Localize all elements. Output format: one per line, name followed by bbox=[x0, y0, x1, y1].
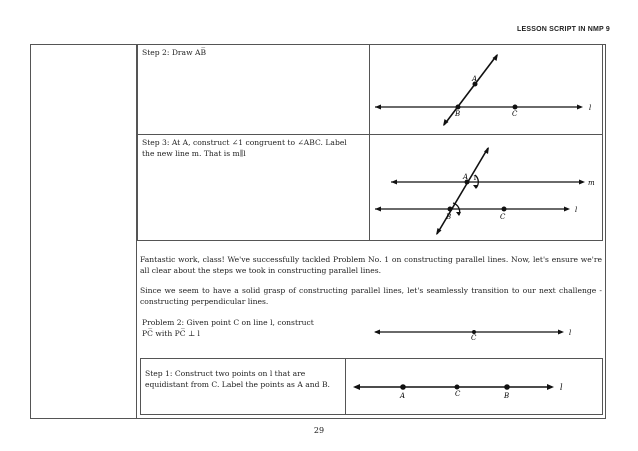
point-b bbox=[448, 207, 453, 212]
label-c: C bbox=[471, 334, 477, 342]
arrowhead-m-left bbox=[391, 180, 397, 185]
line-ab bbox=[444, 55, 497, 125]
step1-text-line2: equidistant from C. Label the points as A and B. bbox=[145, 379, 330, 389]
step3-figure bbox=[369, 134, 603, 241]
arc-arrow-b bbox=[456, 212, 461, 216]
label-l: l bbox=[569, 329, 572, 337]
label-c: C bbox=[455, 390, 461, 398]
transversal bbox=[437, 148, 488, 234]
point-b bbox=[504, 384, 510, 390]
label-a: A bbox=[400, 392, 406, 400]
arrowhead-l-left bbox=[353, 384, 360, 390]
label-l: l bbox=[589, 104, 592, 112]
arrowhead-l-right bbox=[547, 384, 554, 390]
label-m: m bbox=[588, 179, 595, 187]
arrowhead-l-right bbox=[564, 207, 570, 212]
point-c bbox=[455, 385, 460, 390]
arrowhead-right bbox=[577, 105, 583, 110]
label-l: l bbox=[575, 206, 578, 214]
paragraph-2: Since we seem to have a solid grasp of constructing parallel lines, let's seamlessly transition to our next challenge - constructing perpendicular lines. bbox=[140, 286, 602, 306]
problem2-line1: Problem 2: Given point C on line l, construct bbox=[142, 318, 314, 327]
label-c: C bbox=[512, 110, 518, 118]
arrowhead-m-right bbox=[579, 180, 585, 185]
step3-text-line1: Step 3: At A, construct ∠1 congruent to ∠ABC. Label bbox=[142, 138, 347, 147]
paragraph-1: Fantastic work, class! We've successfully tackled Problem No. 1 on constructing parallel lines. Now, let's ensure we're all clear about the steps we took in constructing parallel lines. bbox=[140, 255, 602, 275]
label-b: B bbox=[455, 110, 461, 118]
step1-text-line1: Step 1: Construct two points on l that are bbox=[145, 369, 306, 378]
label-b: B bbox=[446, 213, 452, 221]
page-number: 29 bbox=[313, 426, 325, 435]
label-a: A bbox=[463, 173, 469, 181]
label-c: C bbox=[500, 213, 506, 221]
arrowhead-l-right bbox=[558, 330, 564, 335]
point-c bbox=[502, 207, 507, 212]
point-a bbox=[400, 384, 406, 390]
arrowhead-l-left bbox=[375, 207, 381, 212]
label-b: B bbox=[504, 392, 510, 400]
arrowhead-left bbox=[375, 105, 381, 110]
arrowhead-l-left bbox=[374, 330, 380, 335]
label-a: A bbox=[472, 75, 478, 83]
label-1: 1 bbox=[473, 175, 477, 182]
step2-text: Step 2: Draw AB̅ bbox=[142, 48, 207, 57]
point-b bbox=[456, 105, 461, 110]
step1-figure bbox=[345, 358, 603, 415]
step2-figure bbox=[369, 44, 603, 135]
problem2-line2: PC̅ with PC̅ ⊥ l bbox=[142, 329, 200, 338]
step3-text-line2: the new line m. That is m∥l bbox=[142, 148, 246, 158]
point-c bbox=[513, 105, 518, 110]
label-l: l bbox=[560, 383, 563, 392]
header-title: LESSON SCRIPT IN NMP 9 bbox=[517, 26, 610, 33]
problem2-figure bbox=[369, 322, 603, 346]
